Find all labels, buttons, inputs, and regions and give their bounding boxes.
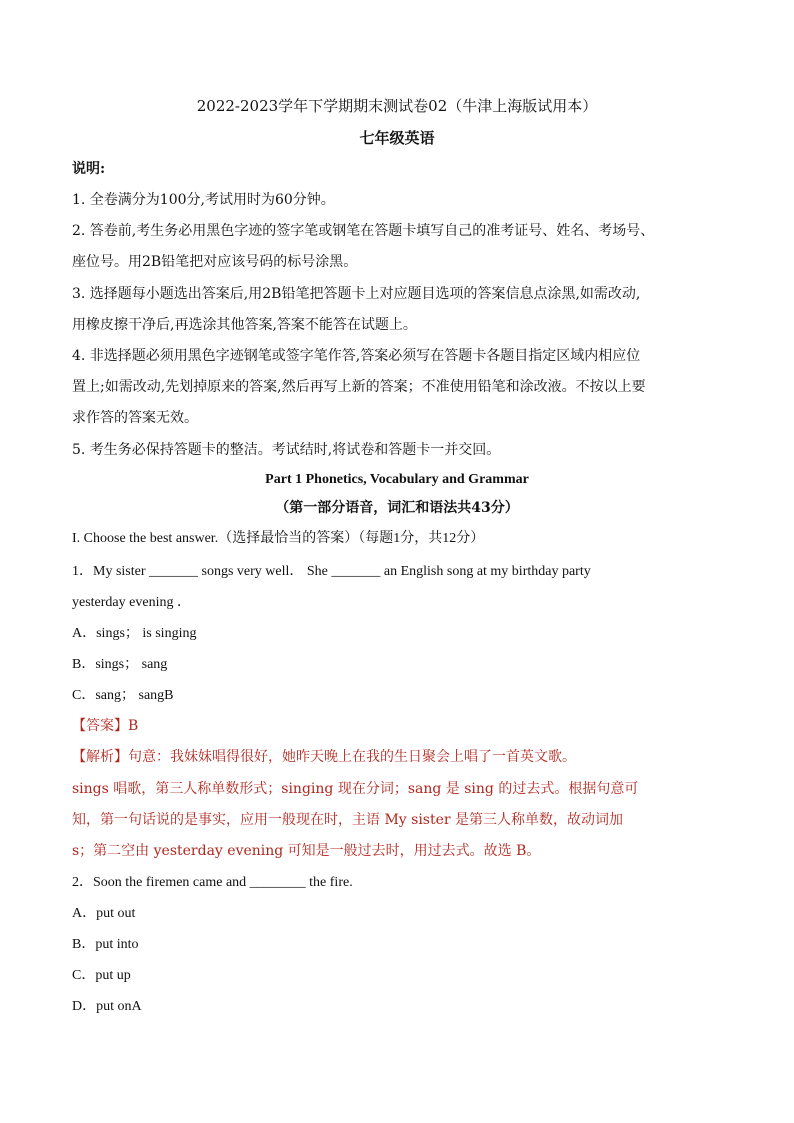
question-1-option-b: B．sings； sang bbox=[72, 657, 168, 672]
instruction-line: 3. 选择题每小题选出答案后,用2B铅笔把答题卡上对应题目选项的答案信息点涂黑,如需改动, bbox=[72, 286, 641, 302]
instruction-line: 1. 全卷满分为100分,考试用时为60分钟。 bbox=[72, 192, 335, 208]
instruction-line: 2. 答卷前,考生务必用黑色字迹的签字笔或钢笔在答题卡填写自己的准考证号、姓名、考场号、 bbox=[72, 223, 655, 239]
question-1-analysis-line: 知，第一句话说的是事实，应用一般现在时，主语 My sister 是第三人称单数，故动词加 bbox=[72, 812, 624, 828]
question-1-analysis: 【解析】句意：我妹妹唱得很好，她昨天晚上在我的生日聚会上唱了一首英文歌。 bbox=[72, 749, 576, 765]
instruction-line: 置上;如需改动,先划掉原来的答案,然后再写上新的答案；不准使用铅笔和涂改液。不按以上要 bbox=[72, 379, 646, 395]
question-2-option-c: C．put up bbox=[72, 968, 131, 983]
question-2-stem: 2．Soon the firemen came and ________ the fire. bbox=[72, 875, 353, 890]
instruction-line: 求作答的答案无效。 bbox=[72, 410, 198, 426]
exam-subtitle: 七年级英语 bbox=[359, 129, 435, 147]
part-subtitle: （第一部分语音，词汇和语法共43分） bbox=[275, 500, 519, 516]
question-2-option-b: B．put into bbox=[72, 937, 139, 952]
question-2-option-d: D．put onA bbox=[72, 999, 142, 1014]
question-1-stem: 1．My sister _______ songs very well． She _______ an English song at my birthday party bbox=[72, 564, 591, 579]
instruction-line: 4. 非选择题必须用黑色字迹钢笔或签字笔作答,答案必须写在答题卡各题目指定区域内相应位 bbox=[72, 348, 641, 364]
part-title: Part 1 Phonetics, Vocabulary and Grammar bbox=[265, 472, 529, 487]
question-1-option-a: A．sings； is singing bbox=[72, 626, 197, 641]
question-2-option-a: A．put out bbox=[72, 906, 136, 921]
question-1-answer: 【答案】B bbox=[72, 718, 139, 734]
question-1-stem-cont: yesterday evening ． bbox=[72, 595, 191, 610]
question-1-option-c: C．sang； sangB bbox=[72, 688, 174, 703]
instruction-line: 用橡皮擦干净后,再选涂其他答案,答案不能答在试题上。 bbox=[72, 317, 417, 333]
question-1-analysis-line: s；第二空由 yesterday evening 可知是一般过去时，用过去式。故选 B。 bbox=[72, 843, 541, 859]
section-heading: I. Choose the best answer.（选择最恰当的答案）（每题1分，共12分） bbox=[72, 531, 485, 546]
instructions-heading: 说明: bbox=[72, 161, 106, 177]
question-1-analysis-line: sings 唱歌，第三人称单数形式；singing 现在分词；sang 是 sing 的过去式。根据句意可 bbox=[72, 781, 639, 797]
instruction-line: 座位号。用2B铅笔把对应该号码的标号涂黑。 bbox=[72, 254, 358, 270]
exam-title: 2022-2023学年下学期期末测试卷02（牛津上海版试用本） bbox=[196, 97, 598, 115]
instruction-line: 5. 考生务必保持答题卡的整洁。考试结时,将试卷和答题卡一并交回。 bbox=[72, 442, 501, 458]
